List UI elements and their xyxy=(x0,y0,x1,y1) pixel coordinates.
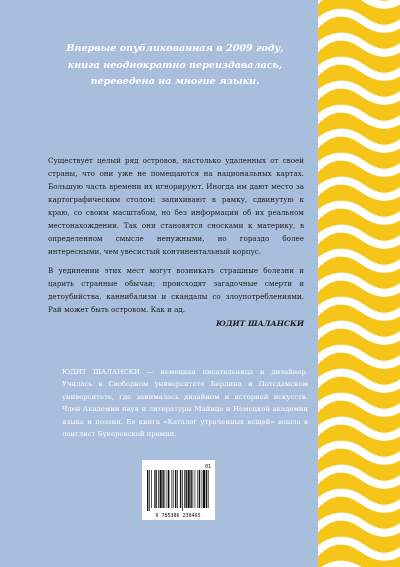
isbn-number: 9 785386 230465 xyxy=(155,513,201,519)
barcode-bar xyxy=(160,470,162,508)
barcode-bar xyxy=(193,470,194,508)
barcode-bar xyxy=(172,470,173,508)
author-signature: ЮДИТ ШАЛАНСКИ xyxy=(215,319,304,328)
isbn-addon: 01 xyxy=(204,464,212,470)
description-paragraph-2: В уединении этих мест могут возникать страшные болезни и царить странные обычаи; происходят загадочные смерти и детоубийства, каннибализм и скандалы со злоупотреблениями. Рай может быть островом. Как и ад. xyxy=(48,266,304,314)
tagline-line-2: книга неоднократно переиздавалась, xyxy=(67,59,283,71)
barcode-bar xyxy=(151,470,152,508)
barcode-bar xyxy=(168,470,169,508)
barcode-bar xyxy=(197,470,198,508)
barcode-bar xyxy=(162,470,163,508)
description-paragraph-1: Существует целый ряд островов, настолько удаленных от своей страны, что они уже не помещаются на национальных картах. Большую часть времени их игнорируют. Иногда им дают место за картографическим столом: запихивают в рамку, сдвинутую к краю, со своим масштабом, но без информации об их реальном местонахождении. Так они становятся сносками к материку, в определенном смысле ненужными, но гораздо более интересными, чем увесистый континентальный корпус. xyxy=(48,156,304,256)
barcode-bar xyxy=(182,470,183,511)
yellow-wave-band xyxy=(318,0,400,567)
barcode-bar xyxy=(149,470,150,511)
barcode-bar xyxy=(147,470,148,511)
barcode-bar xyxy=(175,470,176,508)
barcode-bar xyxy=(165,470,166,508)
barcode-bar xyxy=(199,470,200,508)
description-text xyxy=(48,154,304,330)
barcode-bar xyxy=(158,470,159,508)
author-bio: ЮДИТ ШАЛАНСКИ — немецкая писательница и дизайнер. Училась в Свободном университете Берлина и Потсдамском университете, где занималась дизайном и историей искусств. Член Академии наук и литературы Майнца и Немецкой академии языка и поэзии. Ее книга «Каталог утраченных вещей» вошла в лонглист Букеровской премии. xyxy=(62,368,308,439)
barcode-bar xyxy=(190,470,191,508)
barcode-bar xyxy=(203,470,205,508)
barcode-bar xyxy=(186,470,187,508)
barcode-bar xyxy=(180,470,181,508)
barcode-bar xyxy=(177,470,178,508)
barcode-bar xyxy=(206,470,207,508)
tagline xyxy=(40,41,310,91)
barcode-bar xyxy=(188,470,190,508)
barcode-bar xyxy=(184,470,185,508)
barcode-bar xyxy=(173,470,174,508)
isbn-barcode xyxy=(142,460,215,520)
barcode-bar xyxy=(155,470,156,508)
barcode-bar xyxy=(208,470,209,508)
tagline-line-1: Впервые опубликованная в 2009 году, xyxy=(66,43,284,54)
barcode-bar xyxy=(195,470,196,508)
barcode-bar xyxy=(202,470,203,508)
tagline-line-3: переведена на многие языки. xyxy=(90,76,260,87)
barcode-bar xyxy=(154,470,155,508)
barcode-bar xyxy=(167,470,168,508)
